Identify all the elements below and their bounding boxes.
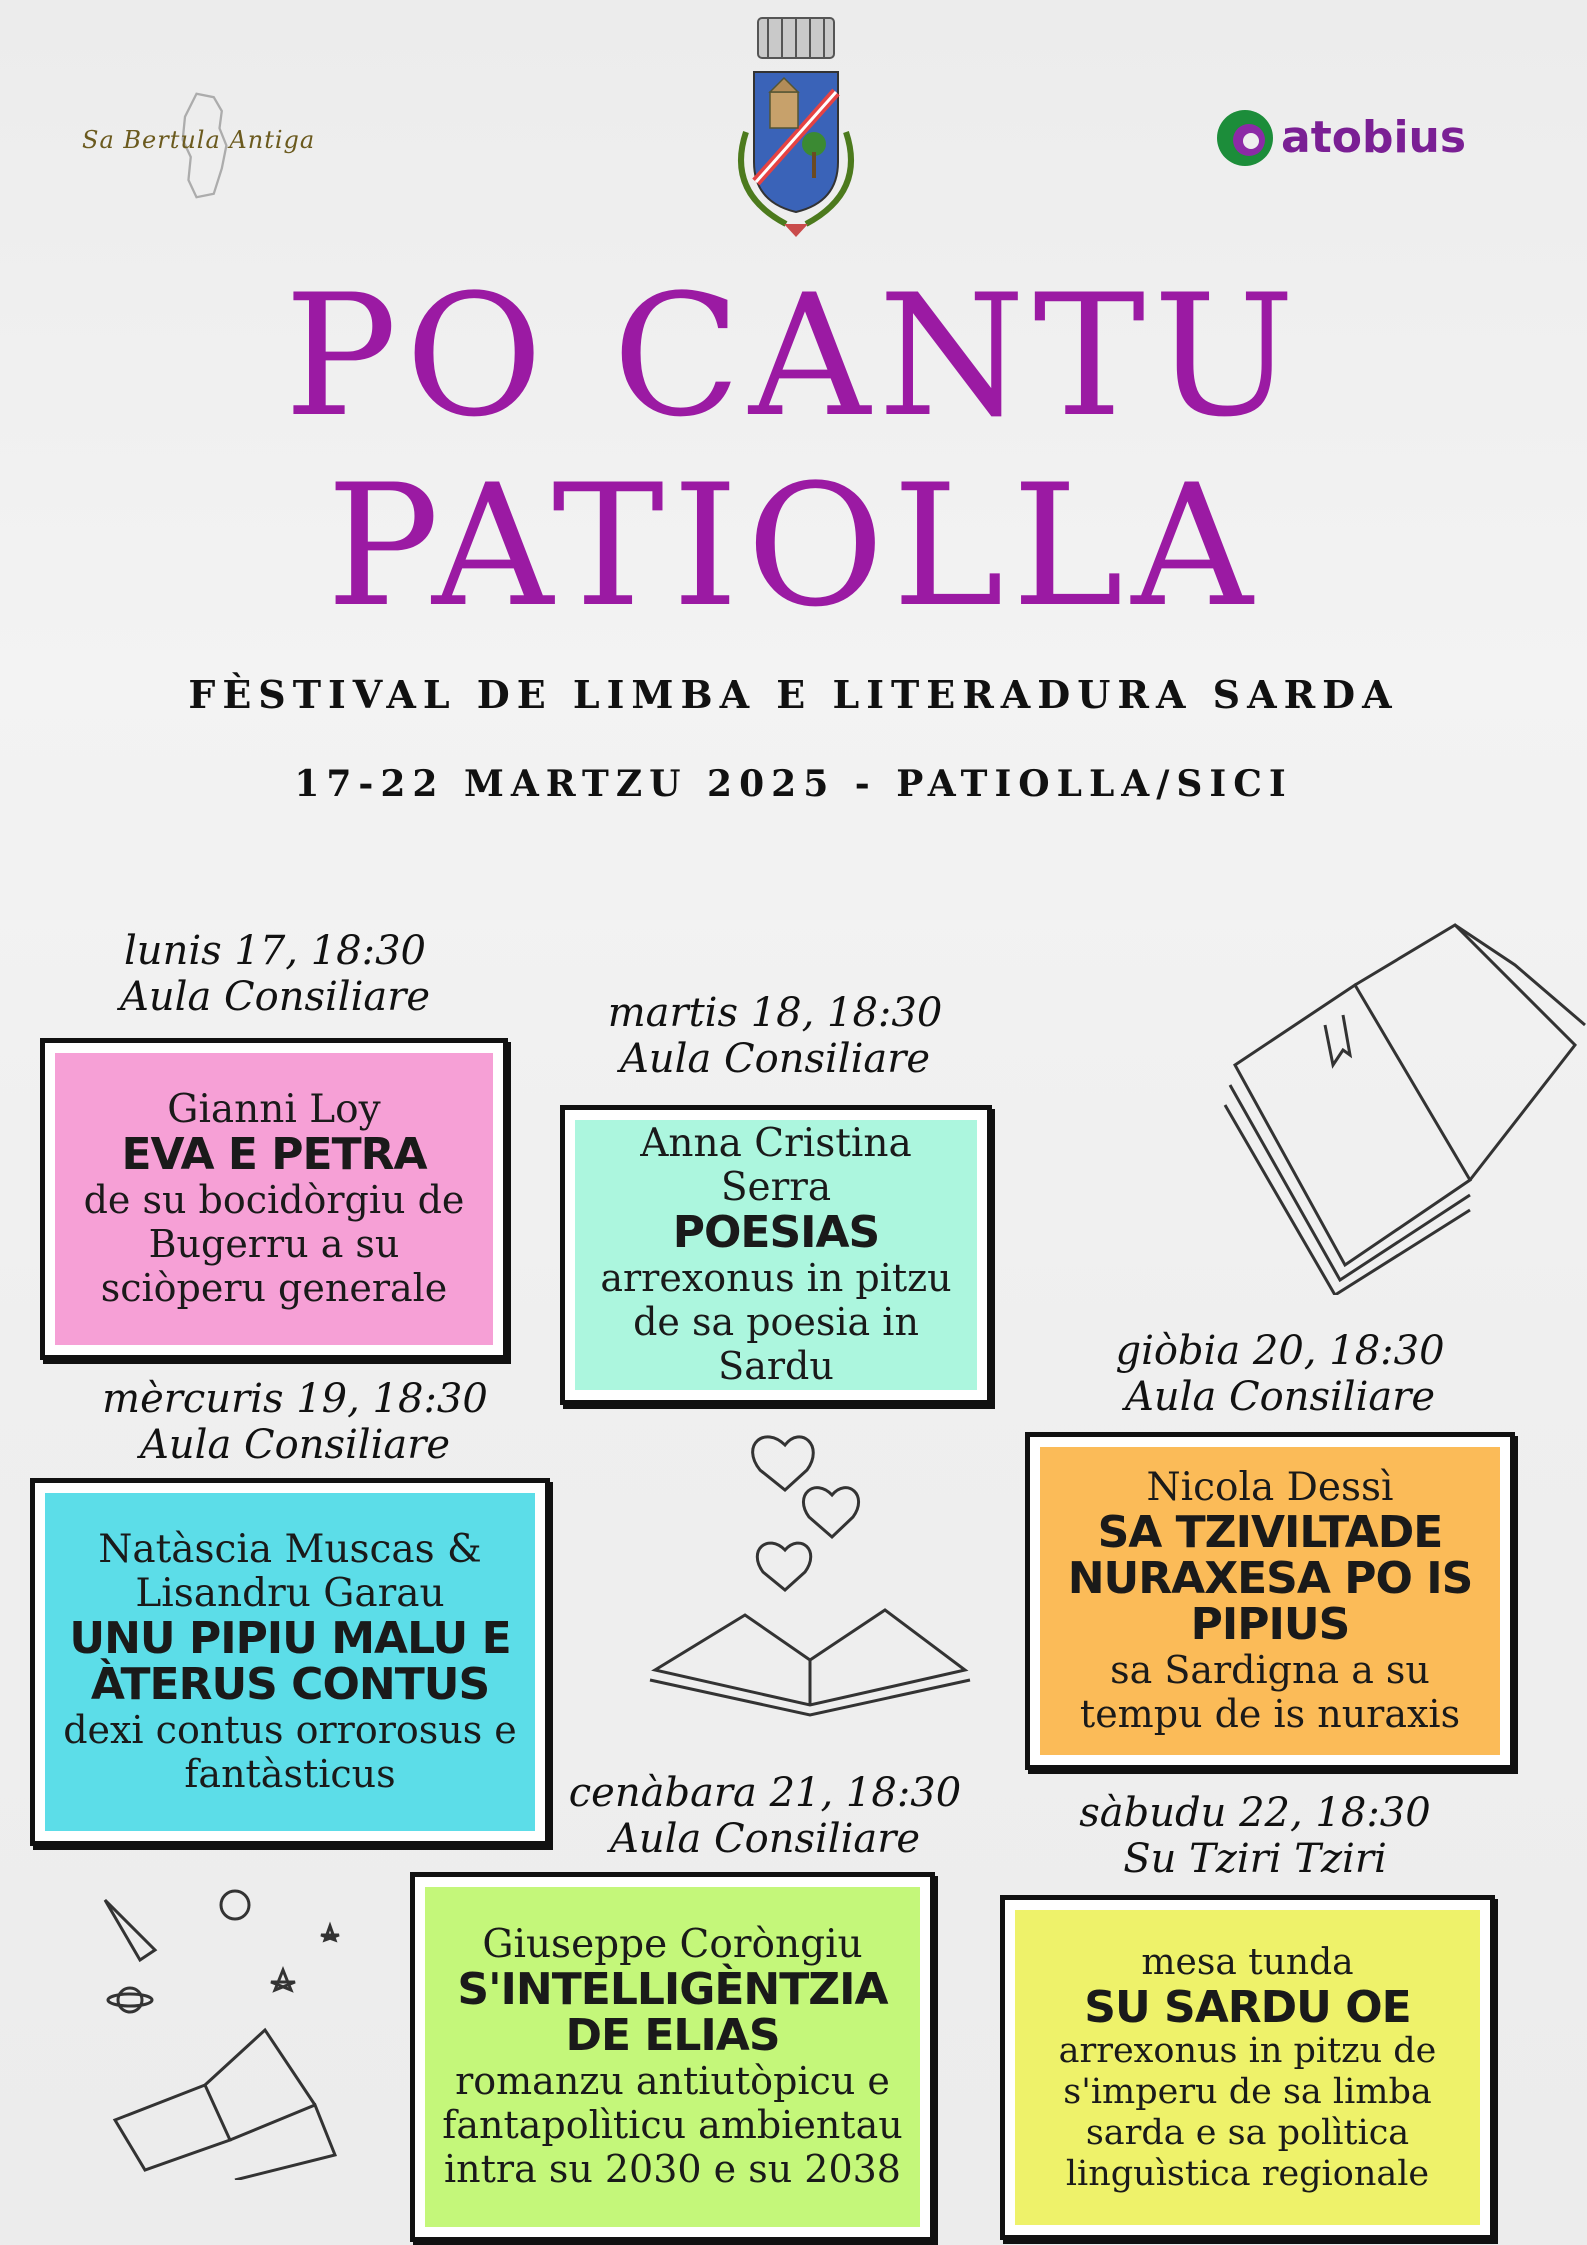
event-2-card-body xyxy=(575,1120,977,1390)
event-1-day: lunis 17, 18:30 xyxy=(124,928,426,974)
space-book-drawing-icon xyxy=(85,1880,375,2180)
event-5-work: S'INTELLIGÈNTZIA DE ELIAS xyxy=(457,1964,888,2061)
event-3-card-body xyxy=(45,1493,535,1831)
event-5-author: Giuseppe Coròngiu xyxy=(482,1922,863,1967)
event-6-card-body xyxy=(1015,1910,1480,2225)
event-5-datetime xyxy=(555,1770,975,1862)
event-6-day: sàbudu 22, 18:30 xyxy=(1079,1790,1431,1836)
event-6-datetime xyxy=(1065,1790,1445,1882)
event-4-datetime xyxy=(1090,1328,1470,1420)
event-3-work: UNU PIPIU MALU E ÀTERUS CONTUS xyxy=(69,1613,511,1710)
event-5-description: romanzu antiutòpicu e fantapolìticu ambientau intra su 2030 e su 2038 xyxy=(442,2059,903,2191)
festival-title-line2: PATIOLLA xyxy=(326,448,1261,644)
event-2-work: POESIAS xyxy=(672,1207,880,1258)
event-2-day: martis 18, 18:30 xyxy=(607,990,943,1036)
event-4-place: Aula Consiliare xyxy=(1125,1374,1435,1420)
festival-subtitle: FÈSTIVAL DE LIMBA E LITERADURA SARDA xyxy=(188,672,1399,717)
event-1-card xyxy=(40,1038,508,1360)
event-3-datetime xyxy=(95,1376,495,1468)
festival-dates: 17-22 MARTZU 2025 - PATIOLLA/SICI xyxy=(294,763,1293,805)
event-4-author: Nicola Dessì xyxy=(1146,1465,1394,1510)
event-6-card xyxy=(1000,1895,1495,2240)
event-4-card-body xyxy=(1040,1447,1500,1755)
event-1-card-body xyxy=(55,1053,493,1345)
logo-right-text: atobius xyxy=(1281,112,1467,163)
event-3-author: Natàscia Muscas & Lisandru Garau xyxy=(98,1527,482,1616)
book-with-hearts-drawing-icon xyxy=(635,1425,985,1725)
event-1-place: Aula Consiliare xyxy=(120,974,430,1020)
logo-left-text: Sa Bertula Antiga xyxy=(82,126,316,154)
open-book-drawing-icon xyxy=(1215,905,1587,1295)
event-4-work: SA TZIVILTADE NURAXESA PO IS PIPIUS xyxy=(1067,1507,1473,1650)
municipal-crest-logo xyxy=(716,12,876,242)
event-3-place: Aula Consiliare xyxy=(140,1422,450,1468)
event-1-author: Gianni Loy xyxy=(167,1087,381,1132)
event-5-day: cenàbara 21, 18:30 xyxy=(568,1770,962,1816)
event-4-card xyxy=(1025,1432,1515,1770)
event-3-day: mèrcuris 19, 18:30 xyxy=(102,1376,488,1422)
sa-bertula-antiga-logo xyxy=(78,108,378,198)
event-5-place: Aula Consiliare xyxy=(610,1816,920,1862)
event-5-card-body xyxy=(425,1887,920,2227)
event-4-description: sa Sardigna a su tempu de is nuraxis xyxy=(1079,1648,1461,1736)
event-3-description: dexi contus orrorosus e fantàsticus xyxy=(63,1708,517,1796)
event-2-description: arrexonus in pitzu de sa poesia in Sardu xyxy=(600,1256,952,1388)
event-2-datetime xyxy=(585,990,965,1082)
event-5-card xyxy=(410,1872,935,2242)
event-2-place: Aula Consiliare xyxy=(620,1036,930,1082)
event-2-card xyxy=(560,1105,992,1405)
event-4-day: giòbia 20, 18:30 xyxy=(1115,1328,1445,1374)
event-1-description: de su bocidòrgiu de Bugerru a su sciòperu generale xyxy=(83,1178,465,1310)
event-3-card xyxy=(30,1478,550,1846)
festival-title-line1: PO CANTU xyxy=(284,258,1303,454)
event-6-author: mesa tunda xyxy=(1141,1941,1354,1983)
event-6-place: Su Tziri Tziri xyxy=(1123,1836,1387,1882)
event-6-work: SU SARDU OE xyxy=(1084,1981,1411,2033)
event-1-datetime xyxy=(95,928,455,1020)
event-6-description: arrexonus in pitzu de s'imperu de sa limba sarda e sa polìtica linguìstica regionale xyxy=(1058,2030,1437,2194)
event-1-work: EVA E PETRA xyxy=(121,1129,427,1180)
atobius-circle-icon xyxy=(1215,108,1275,168)
atobius-logo xyxy=(1215,108,1495,178)
event-2-author: Anna Cristina Serra xyxy=(640,1121,912,1210)
